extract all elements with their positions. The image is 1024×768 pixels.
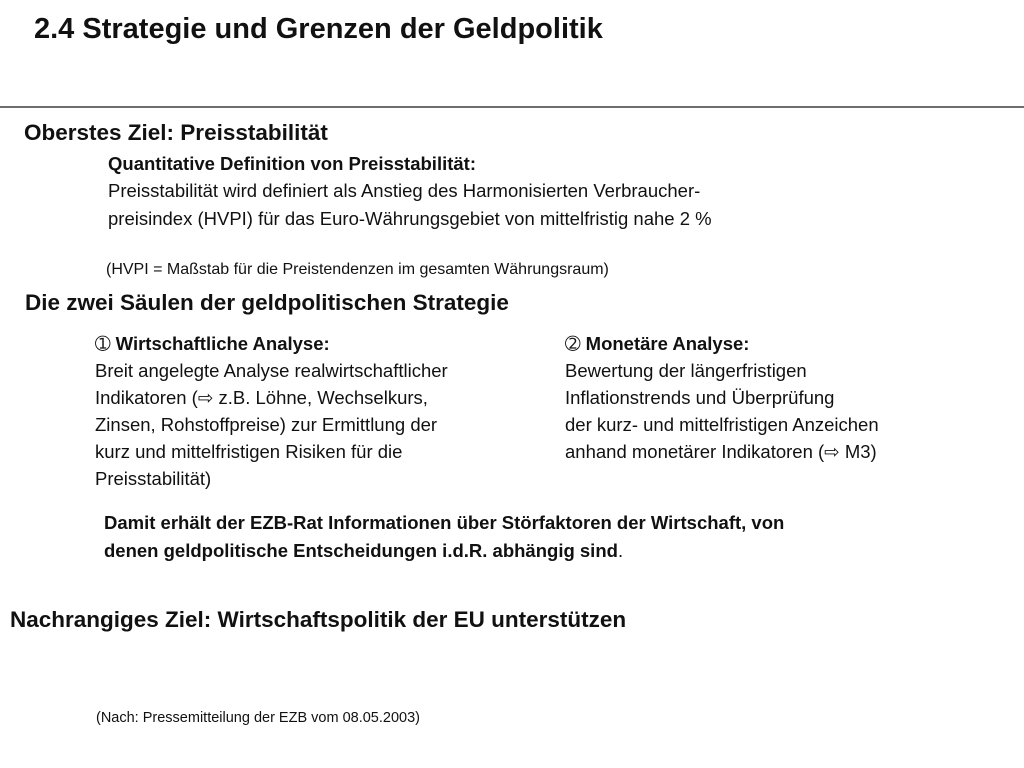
two-pillars-heading: Die zwei Säulen der geldpolitischen Strategie [25, 290, 509, 315]
hvpi-note: (HVPI = Maßstab für die Preistendenzen im gesamten Währungsraum) [106, 261, 609, 278]
pillar-2-line-3: der kurz- und mittelfristigen Anzeichen [565, 414, 879, 435]
definition-line-1: Preisstabilität wird definiert als Anstieg des Harmonisierten Verbraucher- [108, 180, 701, 201]
arrow-right-icon: ⇨ [197, 387, 214, 408]
definition-title: Quantitative Definition von Preisstabilität: [108, 153, 476, 174]
pillar-2-title-row [565, 330, 879, 357]
pillar-monetary-analysis [565, 330, 879, 465]
pillar-1-line-1: Breit angelegte Analyse realwirtschaftlicher [95, 360, 448, 381]
arrow-right-icon: ⇨ [824, 441, 840, 462]
number-one-icon: ➀ [95, 333, 111, 354]
primary-goal-heading: Oberstes Ziel: Preisstabilität [24, 120, 328, 145]
page-title: 2.4 Strategie und Grenzen der Geldpolitik [34, 13, 603, 45]
pillar-2-line-1: Bewertung der längerfristigen [565, 360, 807, 381]
pillar-2-line-2: Inflationstrends und Überprüfung [565, 387, 835, 408]
number-two-icon: ➁ [565, 333, 581, 354]
secondary-goal-heading: Nachrangiges Ziel: Wirtschaftspolitik der EU unterstützen [10, 607, 627, 632]
title-divider [0, 106, 1024, 108]
pillar-1-line-5: Preisstabilität) [95, 468, 212, 489]
pillar-1-line-3: Zinsen, Rohstoffpreise) zur Ermittlung der [95, 414, 438, 435]
pillar-economic-analysis [95, 330, 448, 492]
pillar-1-line-2: Indikatoren (⇨ z.B. Löhne, Wechselkurs, [95, 387, 428, 408]
conclusion-line-1: Damit erhält der EZB-Rat Informationen über Störfaktoren der Wirtschaft, von [104, 512, 785, 533]
pillar-2-line-4: anhand monetärer Indikatoren (⇨ M3) [565, 441, 877, 462]
pillar-1-title-row [95, 330, 448, 357]
source-note: (Nach: Pressemitteilung der EZB vom 08.05.2003) [96, 710, 420, 726]
definition-line-2: preisindex (HVPI) für das Euro-Währungsgebiet von mittelfristig nahe 2 % [108, 208, 712, 229]
pillar-1-title: Wirtschaftliche Analyse: [115, 333, 330, 354]
pillar-2-title: Monetäre Analyse: [585, 333, 750, 354]
pillar-1-line-4: kurz und mittelfristigen Risiken für die [95, 441, 403, 462]
conclusion-line-2: denen geldpolitische Entscheidungen i.d.R. abhängig sind. [104, 540, 624, 561]
